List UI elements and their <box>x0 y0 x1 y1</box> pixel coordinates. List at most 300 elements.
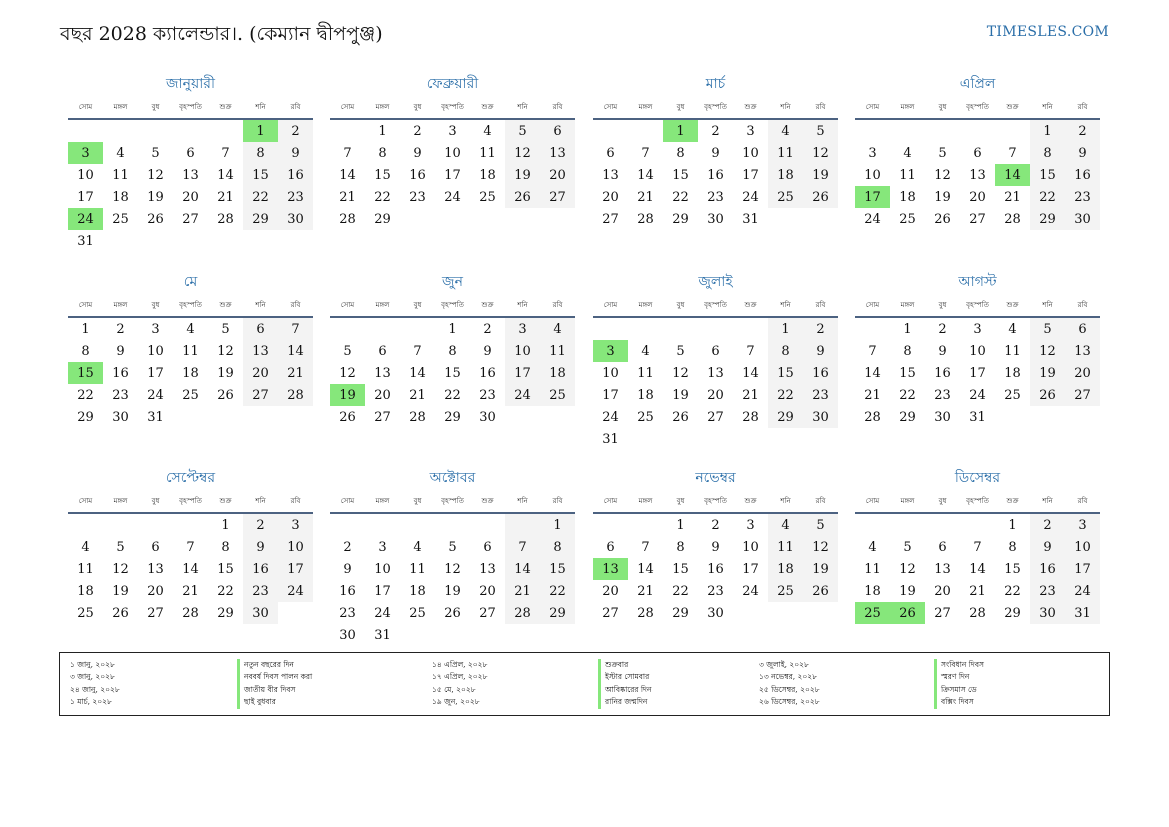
day-cell: 4 <box>641 343 650 359</box>
weekday-label: বৃহস্পতি <box>441 301 464 309</box>
weekday-label: বুধ <box>413 497 422 505</box>
day-cell: 14 <box>637 167 654 183</box>
day-cell: 13 <box>540 142 575 164</box>
day-cell: 12 <box>672 365 689 381</box>
day-cell: 14 <box>505 558 540 580</box>
day-cell: 12 <box>147 167 164 183</box>
legend-date: ১৩ নভেম্বর, ২০২৮ <box>759 672 818 682</box>
day-cell: 22 <box>217 583 234 599</box>
day-cell: 28 <box>339 211 356 227</box>
day-cell: 3 <box>151 321 160 337</box>
empty-cell <box>960 514 995 536</box>
day-cell: 7 <box>505 536 540 558</box>
day-cell: 9 <box>1030 536 1065 558</box>
day-cell: 4 <box>768 514 803 536</box>
day-cell: 23 <box>112 387 129 403</box>
day-cell: 9 <box>343 561 352 577</box>
day-cell: 19 <box>803 164 838 186</box>
day-cell: 5 <box>116 539 125 555</box>
day-cell: 20 <box>969 189 986 205</box>
empty-cell <box>593 514 628 536</box>
day-cell: 20 <box>374 387 391 403</box>
day-cell: 8 <box>221 539 230 555</box>
day-cell: 29 <box>899 409 916 425</box>
day-cell: 18 <box>77 583 94 599</box>
day-cell: 7 <box>278 318 313 340</box>
day-cell: 16 <box>1065 164 1100 186</box>
empty-cell <box>208 120 243 142</box>
day-cell: 8 <box>676 539 685 555</box>
empty-cell <box>628 318 663 340</box>
day-cell: 3 <box>278 514 313 536</box>
weekday-label: সোম <box>340 497 355 505</box>
weekday-label: শনি <box>1042 301 1053 309</box>
day-cell: 6 <box>151 539 160 555</box>
weekday-header <box>855 490 1100 514</box>
day-cell: 5 <box>505 120 540 142</box>
day-cell: 8 <box>1030 142 1065 164</box>
day-cell: 7 <box>868 343 877 359</box>
day-cell: 2 <box>938 321 947 337</box>
day-cell: 4 <box>186 321 195 337</box>
day-cell: 15 <box>899 365 916 381</box>
weekday-label: শনি <box>255 103 266 111</box>
weekday-label: শনি <box>1042 497 1053 505</box>
weekday-header <box>593 294 838 318</box>
day-cell: 30 <box>339 627 356 643</box>
day-cell: 23 <box>243 580 278 602</box>
day-cell: 15 <box>217 561 234 577</box>
day-cell: 28 <box>742 409 759 425</box>
day-cell: 11 <box>768 142 803 164</box>
month-1 <box>68 72 313 252</box>
day-cell: 18 <box>768 558 803 580</box>
day-cell: 1 <box>1030 120 1065 142</box>
weekday-label: বৃহস্পতি <box>179 497 202 505</box>
day-cell: 4 <box>116 145 125 161</box>
day-cell: 27 <box>602 605 619 621</box>
day-cell: 24 <box>602 409 619 425</box>
weekday-label: রবি <box>1077 103 1088 111</box>
day-cell: 4 <box>868 539 877 555</box>
day-cell: 1 <box>81 321 90 337</box>
day-cell: 11 <box>77 561 94 577</box>
legend-date: ২৫ ডিসেম্বর, ২০২৮ <box>759 684 820 694</box>
legend-holiday-name: ইস্টার সোমবার <box>598 671 651 683</box>
day-cell: 17 <box>1065 558 1100 580</box>
day-cell: 6 <box>243 318 278 340</box>
weekday-label: শুক্র <box>481 103 494 111</box>
day-cell: 7 <box>343 145 352 161</box>
day-cell: 30 <box>243 602 278 624</box>
empty-cell <box>628 514 663 536</box>
day-cell: 12 <box>339 365 356 381</box>
day-cell: 10 <box>742 145 759 161</box>
weekday-header <box>68 96 313 120</box>
day-cell: 3 <box>746 517 755 533</box>
weekday-label: বুধ <box>151 103 160 111</box>
day-cell: 1 <box>676 517 685 533</box>
weekday-label: বুধ <box>151 497 160 505</box>
day-cell: 4 <box>483 123 492 139</box>
day-cell: 19 <box>147 189 164 205</box>
empty-cell <box>628 120 663 142</box>
day-cell: 5 <box>803 120 838 142</box>
day-cell: 8 <box>540 536 575 558</box>
day-cell: 30 <box>707 605 724 621</box>
day-cell: 10 <box>147 343 164 359</box>
empty-cell <box>103 514 138 536</box>
day-cell: 11 <box>112 167 129 183</box>
weekday-label: মঙ্গল <box>113 103 128 111</box>
day-cell: 11 <box>1004 343 1021 359</box>
day-grid <box>855 514 1100 624</box>
empty-cell <box>400 514 435 536</box>
weekday-label: বুধ <box>413 301 422 309</box>
day-cell: 21 <box>1004 189 1021 205</box>
day-cell: 25 <box>540 384 575 406</box>
day-cell: 5 <box>903 539 912 555</box>
day-cell: 19 <box>934 189 951 205</box>
day-cell: 19 <box>1030 362 1065 384</box>
weekday-label: বৃহস্পতি <box>179 103 202 111</box>
day-cell: 16 <box>112 365 129 381</box>
day-cell: 22 <box>899 387 916 403</box>
day-cell: 2 <box>711 517 720 533</box>
empty-cell <box>435 514 470 536</box>
day-cell: 18 <box>182 365 199 381</box>
day-cell: 29 <box>672 605 689 621</box>
month-4 <box>855 72 1100 230</box>
day-grid <box>68 120 313 252</box>
day-cell: 5 <box>676 343 685 359</box>
legend-name-column <box>934 659 984 709</box>
weekday-label: সোম <box>78 497 93 505</box>
weekday-header <box>593 96 838 120</box>
legend-date-column <box>70 659 120 709</box>
day-cell: 20 <box>243 362 278 384</box>
day-cell: 14 <box>339 167 356 183</box>
weekday-header <box>68 294 313 318</box>
day-cell: 27 <box>602 211 619 227</box>
day-cell: 16 <box>479 365 496 381</box>
weekday-label: বৃহস্পতি <box>966 301 989 309</box>
day-cell: 10 <box>444 145 461 161</box>
weekday-label: রবি <box>1077 301 1088 309</box>
legend-holiday-name: ছাই বুধবার <box>237 696 312 708</box>
legend-date: ৩ জুলাই, ২০২৮ <box>759 660 809 669</box>
day-cell: 30 <box>1030 602 1065 624</box>
weekday-label: শুক্র <box>481 301 494 309</box>
month-5 <box>68 270 313 428</box>
legend-name-column <box>598 659 651 709</box>
day-cell: 16 <box>243 558 278 580</box>
empty-cell <box>663 318 698 340</box>
weekday-label: বৃহস্পতি <box>704 497 727 505</box>
day-grid <box>68 514 313 624</box>
day-cell: 16 <box>934 365 951 381</box>
day-cell: 5 <box>803 514 838 536</box>
day-cell: 22 <box>77 387 94 403</box>
day-cell: 10 <box>278 536 313 558</box>
empty-cell <box>855 318 890 340</box>
weekday-label: সোম <box>603 103 618 111</box>
month-name: মার্চ <box>705 76 726 92</box>
weekday-label: সোম <box>340 301 355 309</box>
day-cell: 8 <box>448 343 457 359</box>
empty-cell <box>330 120 365 142</box>
day-cell: 24 <box>969 387 986 403</box>
day-cell: 27 <box>1065 384 1100 406</box>
weekday-label: রবি <box>552 497 563 505</box>
weekday-label: সোম <box>78 103 93 111</box>
day-cell: 16 <box>339 583 356 599</box>
day-cell: 2 <box>278 120 313 142</box>
day-cell: 15 <box>1004 561 1021 577</box>
weekday-label: রবি <box>552 301 563 309</box>
day-cell: 10 <box>1065 536 1100 558</box>
holiday-day-cell: 14 <box>995 164 1030 186</box>
weekday-label: সোম <box>340 103 355 111</box>
weekday-label: শনি <box>780 497 791 505</box>
day-cell: 6 <box>1065 318 1100 340</box>
day-cell: 10 <box>505 340 540 362</box>
weekday-label: শনি <box>255 497 266 505</box>
day-cell: 11 <box>864 561 881 577</box>
day-cell: 22 <box>672 189 689 205</box>
empty-cell <box>138 514 173 536</box>
empty-cell <box>365 318 400 340</box>
day-cell: 29 <box>77 409 94 425</box>
day-cell: 31 <box>147 409 164 425</box>
empty-cell <box>68 514 103 536</box>
empty-cell <box>470 514 505 536</box>
day-cell: 9 <box>711 539 720 555</box>
holiday-day-cell: 3 <box>68 142 103 164</box>
weekday-label: বৃহস্পতি <box>441 497 464 505</box>
month-9 <box>68 466 313 624</box>
day-cell: 29 <box>540 602 575 624</box>
day-cell: 5 <box>1030 318 1065 340</box>
day-cell: 26 <box>803 580 838 602</box>
day-cell: 20 <box>1065 362 1100 384</box>
weekday-label: বুধ <box>938 301 947 309</box>
weekday-label: বৃহস্পতি <box>441 103 464 111</box>
weekday-label: শনি <box>517 103 528 111</box>
day-cell: 18 <box>409 583 426 599</box>
day-cell: 14 <box>637 561 654 577</box>
day-cell: 12 <box>112 561 129 577</box>
day-cell: 17 <box>505 362 540 384</box>
empty-cell <box>593 120 628 142</box>
weekday-label: রবি <box>290 301 301 309</box>
weekday-label: বুধ <box>676 301 685 309</box>
day-cell: 7 <box>186 539 195 555</box>
day-cell: 1 <box>378 123 387 139</box>
empty-cell <box>995 120 1030 142</box>
legend-holiday-name: বক্সিং দিবস <box>934 696 984 708</box>
day-cell: 26 <box>934 211 951 227</box>
day-cell: 11 <box>479 145 496 161</box>
legend-date-column <box>432 659 487 709</box>
empty-cell <box>890 120 925 142</box>
day-cell: 8 <box>768 340 803 362</box>
day-cell: 6 <box>378 343 387 359</box>
weekday-label: বৃহস্পতি <box>179 301 202 309</box>
legend-holiday-name: রানির জন্মদিন <box>598 696 651 708</box>
legend-date: ১ জানু, ২০২৮ <box>70 660 115 669</box>
day-cell: 24 <box>1065 580 1100 602</box>
day-cell: 19 <box>505 164 540 186</box>
weekday-label: মঙ্গল <box>638 497 653 505</box>
day-cell: 13 <box>934 561 951 577</box>
day-cell: 14 <box>742 365 759 381</box>
day-cell: 23 <box>339 605 356 621</box>
day-cell: 7 <box>641 539 650 555</box>
day-cell: 2 <box>343 539 352 555</box>
day-cell: 27 <box>934 605 951 621</box>
day-cell: 6 <box>973 145 982 161</box>
day-cell: 15 <box>444 365 461 381</box>
month-name: জুন <box>442 274 463 290</box>
empty-cell <box>593 318 628 340</box>
day-cell: 3 <box>505 318 540 340</box>
weekday-label: বুধ <box>938 497 947 505</box>
day-cell: 26 <box>217 387 234 403</box>
day-cell: 29 <box>444 409 461 425</box>
day-cell: 28 <box>1004 211 1021 227</box>
day-cell: 19 <box>803 558 838 580</box>
day-cell: 1 <box>221 517 230 533</box>
weekday-label: শনি <box>255 301 266 309</box>
weekday-label: বৃহস্পতি <box>704 103 727 111</box>
weekday-label: শুক্র <box>1006 103 1019 111</box>
weekday-label: মঙ্গল <box>638 103 653 111</box>
day-cell: 30 <box>934 409 951 425</box>
day-cell: 11 <box>409 561 426 577</box>
day-cell: 26 <box>147 211 164 227</box>
day-cell: 19 <box>899 583 916 599</box>
day-grid <box>330 318 575 428</box>
holiday-day-cell: 25 <box>855 602 890 624</box>
legend-date: ১৪ এপ্রিল, ২০২৮ <box>432 660 488 669</box>
weekday-label: সোম <box>865 301 880 309</box>
day-cell: 23 <box>1065 186 1100 208</box>
legend-date: ১ মার্চ, ২০২৮ <box>70 697 112 707</box>
empty-cell <box>925 514 960 536</box>
empty-cell <box>960 120 995 142</box>
weekday-label: শনি <box>1042 103 1053 111</box>
day-cell: 23 <box>278 186 313 208</box>
weekday-label: রবি <box>815 497 826 505</box>
day-cell: 12 <box>1030 340 1065 362</box>
legend-holiday-name: শুক্রবার <box>598 659 651 671</box>
day-cell: 9 <box>243 536 278 558</box>
weekday-label: রবি <box>815 103 826 111</box>
empty-cell <box>733 318 768 340</box>
day-cell: 27 <box>707 409 724 425</box>
day-cell: 13 <box>243 340 278 362</box>
day-cell: 9 <box>711 145 720 161</box>
month-name: মে <box>183 274 198 290</box>
day-cell: 19 <box>217 365 234 381</box>
day-cell: 3 <box>746 123 755 139</box>
day-grid <box>593 318 838 450</box>
day-cell: 20 <box>602 189 619 205</box>
weekday-header <box>330 490 575 514</box>
day-cell: 10 <box>77 167 94 183</box>
legend-holiday-name: জাতীয় বীর দিবস <box>237 684 312 696</box>
day-cell: 21 <box>409 387 426 403</box>
day-cell: 22 <box>444 387 461 403</box>
day-cell: 20 <box>540 164 575 186</box>
legend-date-column <box>759 659 820 709</box>
empty-cell <box>173 514 208 536</box>
holiday-day-cell: 1 <box>663 120 698 142</box>
day-cell: 21 <box>637 583 654 599</box>
day-cell: 14 <box>182 561 199 577</box>
month-name: এপ্রিল <box>959 76 996 92</box>
day-cell: 1 <box>1008 517 1017 533</box>
day-cell: 17 <box>444 167 461 183</box>
holiday-day-cell: 1 <box>243 120 278 142</box>
weekday-label: শুক্র <box>1006 497 1019 505</box>
day-cell: 15 <box>243 164 278 186</box>
site-link[interactable]: TIMESLES.COM <box>986 24 1109 40</box>
day-cell: 20 <box>602 583 619 599</box>
empty-cell <box>138 120 173 142</box>
day-cell: 29 <box>768 406 803 428</box>
day-cell: 18 <box>479 167 496 183</box>
empty-cell <box>103 120 138 142</box>
day-cell: 17 <box>602 387 619 403</box>
holiday-day-cell: 26 <box>890 602 925 624</box>
day-cell: 31 <box>374 627 391 643</box>
day-cell: 26 <box>505 186 540 208</box>
day-cell: 2 <box>1030 514 1065 536</box>
day-cell: 9 <box>413 145 422 161</box>
month-name: নভেম্বর <box>695 470 736 486</box>
day-cell: 10 <box>742 539 759 555</box>
day-cell: 7 <box>746 343 755 359</box>
empty-cell <box>400 318 435 340</box>
day-cell: 9 <box>483 343 492 359</box>
day-cell: 15 <box>540 558 575 580</box>
day-cell: 6 <box>606 539 615 555</box>
day-cell: 18 <box>768 164 803 186</box>
day-cell: 12 <box>217 343 234 359</box>
day-cell: 2 <box>243 514 278 536</box>
day-cell: 13 <box>707 365 724 381</box>
day-cell: 6 <box>483 539 492 555</box>
day-cell: 4 <box>768 120 803 142</box>
weekday-label: শুক্র <box>219 103 232 111</box>
day-grid <box>330 120 575 230</box>
weekday-label: মঙ্গল <box>113 301 128 309</box>
day-cell: 24 <box>374 605 391 621</box>
day-cell: 4 <box>81 539 90 555</box>
weekday-label: বুধ <box>676 103 685 111</box>
day-cell: 25 <box>409 605 426 621</box>
day-cell: 26 <box>112 605 129 621</box>
holiday-day-cell: 13 <box>593 558 628 580</box>
day-cell: 27 <box>243 384 278 406</box>
day-cell: 22 <box>1030 186 1065 208</box>
day-cell: 8 <box>378 145 387 161</box>
day-cell: 29 <box>217 605 234 621</box>
day-cell: 21 <box>637 189 654 205</box>
day-cell: 22 <box>1004 583 1021 599</box>
